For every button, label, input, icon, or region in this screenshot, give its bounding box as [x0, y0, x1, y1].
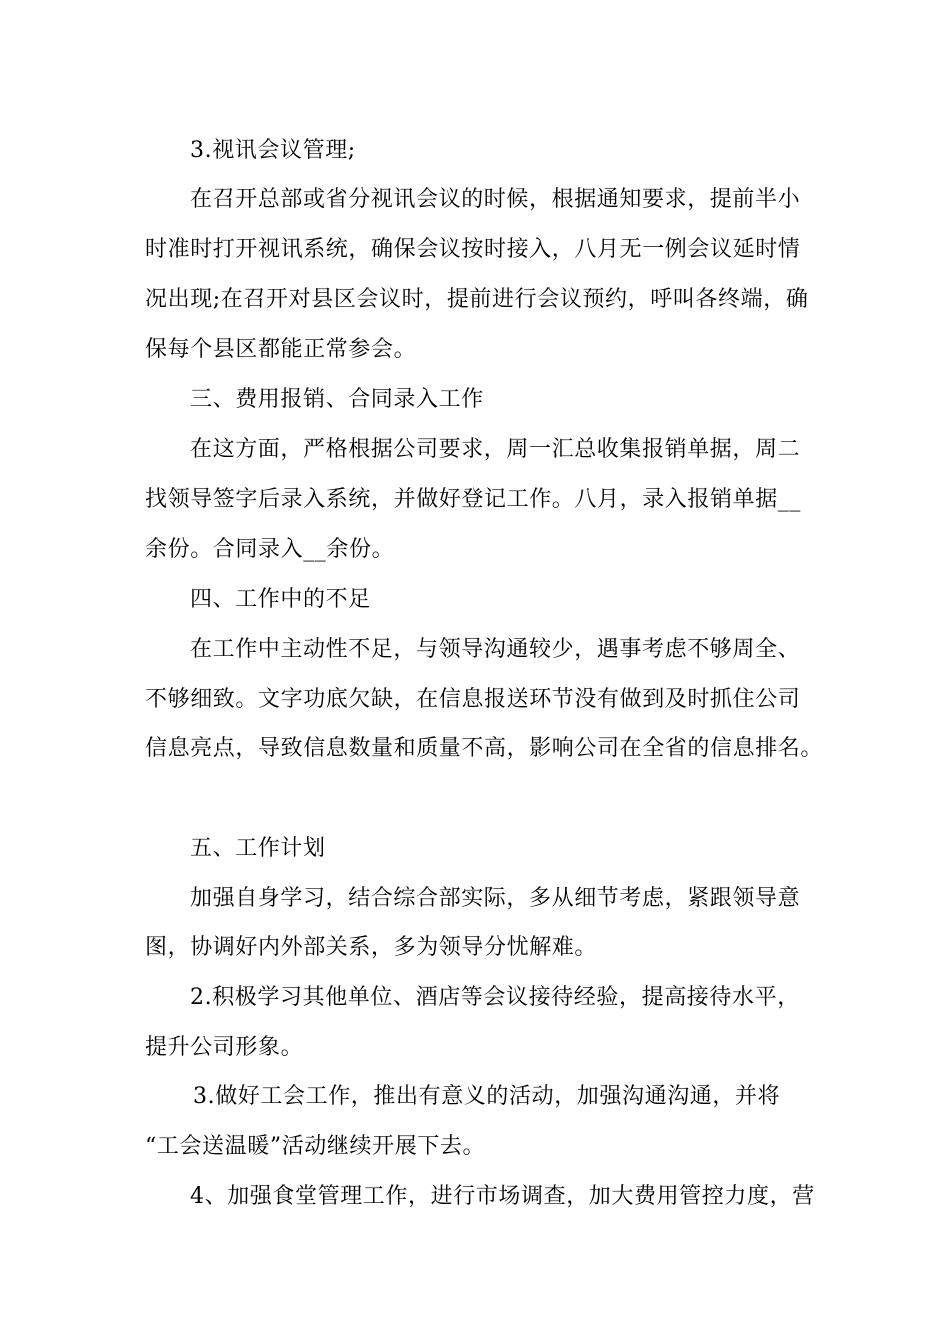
paragraph-line: 信息亮点，导致信息数量和质量不高，影响公司在全省的信息排名。 [145, 736, 824, 761]
section-heading-shortcomings: 四、工作中的不足 [190, 587, 371, 612]
paragraph-line: 找领导签字后录入系统，并做好登记工作。八月，录入报销单据__ [145, 487, 802, 512]
list-item-line: 4、加强食堂管理工作，进行市场调查，加大费用管控力度，营 [190, 1184, 815, 1209]
paragraph-line: 余份。合同录入__余份。 [145, 537, 395, 562]
paragraph-line: “工会送温暖”活动继续开展下去。 [145, 1134, 486, 1159]
paragraph-line: 保每个县区都能正常参会。 [145, 337, 417, 362]
item-heading-video-conference: 3.视讯会议管理; [190, 138, 356, 163]
paragraph-line: 图，协调好内外部关系，多为领导分忧解难。 [145, 935, 598, 960]
paragraph-line: 在召开总部或省分视讯会议的时候，根据通知要求，提前半小 [190, 187, 801, 212]
list-item-line: 3.做好工会工作，推出有意义的活动，加强沟通沟通，并将 [193, 1084, 781, 1109]
section-heading-expense: 三、费用报销、合同录入工作 [190, 387, 484, 412]
paragraph-line: 况出现;在召开对县区会议时，提前进行会议预约，呼叫各终端，确 [145, 287, 809, 312]
paragraph-line: 提升公司形象。 [145, 1035, 304, 1060]
paragraph-line: 加强自身学习，结合综合部实际，多从细节考虑，紧跟领导意 [190, 886, 801, 911]
paragraph-line: 不够细致。文字功底欠缺，在信息报送环节没有做到及时抓住公司 [145, 687, 801, 712]
paragraph-line: 在工作中主动性不足，与领导沟通较少，遇事考虑不够周全、 [190, 637, 801, 662]
paragraph-line: 在这方面，严格根据公司要求，周一汇总收集报销单据，周二 [190, 437, 801, 462]
paragraph-line: 时准时打开视讯系统，确保会议按时接入，八月无一例会议延时情 [145, 237, 801, 262]
section-heading-work-plan: 五、工作计划 [190, 836, 326, 861]
list-item-line: 2.积极学习其他单位、酒店等会议接待经验，提高接待水平， [190, 985, 800, 1010]
